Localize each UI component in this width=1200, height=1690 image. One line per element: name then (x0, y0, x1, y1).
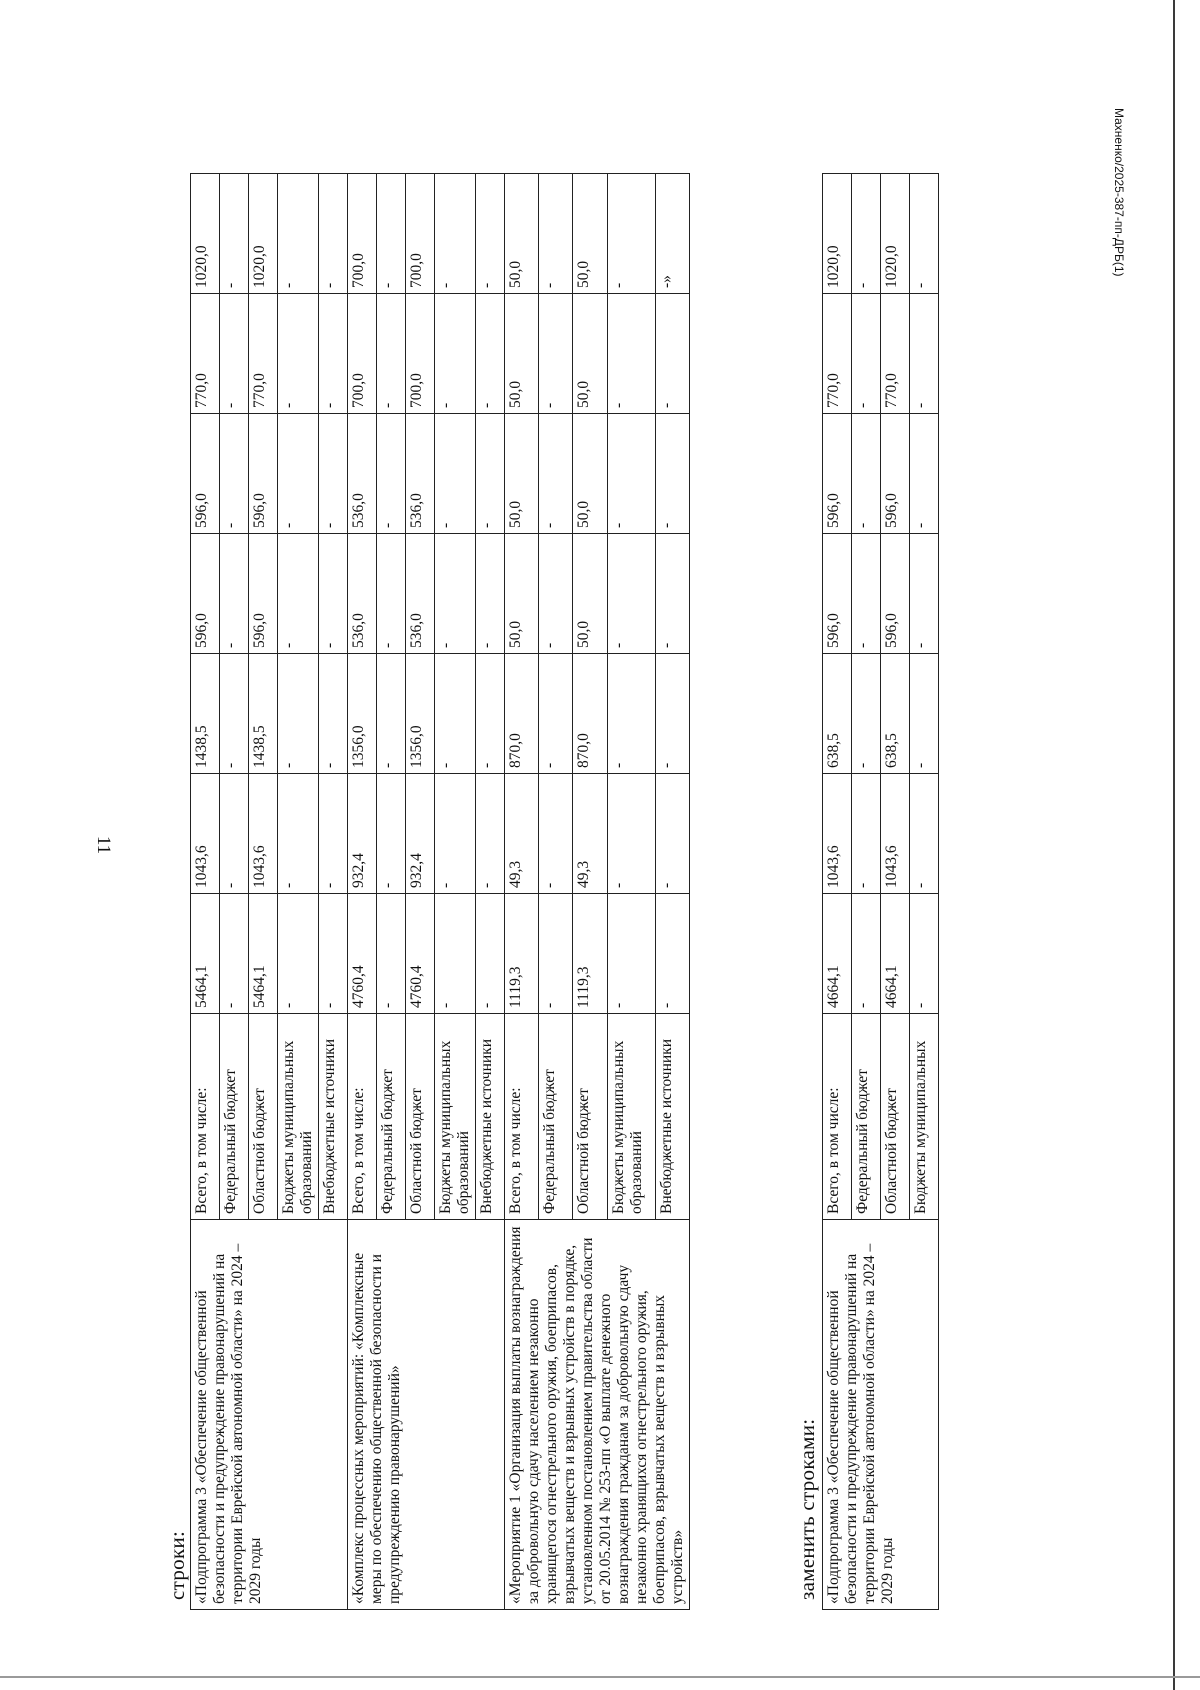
amount-cell: 50,0 (505, 174, 539, 294)
amount-cell: 638,5 (881, 654, 910, 774)
amount-cell: - (655, 294, 689, 414)
amount-cell: - (377, 654, 406, 774)
amount-cell: 4664,1 (823, 894, 852, 1014)
amount-cell: 1020,0 (191, 174, 220, 294)
amount-cell: - (278, 894, 319, 1014)
amount-cell: - (435, 414, 476, 534)
amount-cell: 49,3 (505, 774, 539, 894)
amount-cell: 1043,6 (249, 774, 278, 894)
page-number: 11 (93, 835, 115, 855)
amount-cell: - (319, 774, 348, 894)
amount-cell: - (655, 534, 689, 654)
amount-cell: 536,0 (348, 414, 377, 534)
amount-cell: 50,0 (573, 534, 607, 654)
funding-source-cell: Всего, в том числе: (348, 1014, 377, 1220)
amount-cell: - (220, 654, 249, 774)
amount-cell: 1119,3 (573, 894, 607, 1014)
amount-cell: - (607, 294, 655, 414)
amount-cell: 4760,4 (348, 894, 377, 1014)
amount-cell: - (655, 894, 689, 1014)
funding-source-cell: Федеральный бюджет (852, 1014, 881, 1220)
funding-source-cell: Областной бюджет (249, 1014, 278, 1220)
amount-cell: - (539, 774, 573, 894)
program-name-cell: «Подпрограмма 3 «Обеспечение общественной безопасности и предупреждение правонарушений на территории Еврейской автономной области» на 2024 – 2029 годы (823, 1220, 939, 1610)
amount-cell: 596,0 (191, 534, 220, 654)
amount-cell: - (220, 774, 249, 894)
heading-replace-with: заменить строками: (795, 1418, 819, 1600)
funding-source-cell: Бюджеты муниципальных образований (278, 1014, 319, 1220)
amount-cell: 1020,0 (823, 174, 852, 294)
amount-cell: 1438,5 (249, 654, 278, 774)
amount-cell: - (319, 894, 348, 1014)
amount-cell: 50,0 (573, 174, 607, 294)
amount-cell: 1043,6 (881, 774, 910, 894)
table-row (823, 174, 852, 1610)
amount-cell: - (910, 654, 939, 774)
amount-cell: 870,0 (505, 654, 539, 774)
amount-cell: 700,0 (348, 174, 377, 294)
funding-source-cell: Федеральный бюджет (377, 1014, 406, 1220)
funding-source-cell: Внебюджетные источники (319, 1014, 348, 1220)
funding-source-cell: Федеральный бюджет (220, 1014, 249, 1220)
amount-cell: - (435, 894, 476, 1014)
amount-cell: 1438,5 (191, 654, 220, 774)
amount-cell: - (910, 534, 939, 654)
amount-cell: - (476, 654, 505, 774)
amount-cell: - (852, 654, 881, 774)
amount-cell: 1119,3 (505, 894, 539, 1014)
amount-cell: - (476, 894, 505, 1014)
amount-cell: - (220, 894, 249, 1014)
amount-cell: - (435, 534, 476, 654)
amount-cell: - (607, 534, 655, 654)
document-reference: Махненко/2025-387-пп-ДРБ(1) (1112, 108, 1126, 277)
amount-cell: - (852, 414, 881, 534)
amount-cell: - (852, 894, 881, 1014)
table-row (505, 174, 539, 1610)
amount-cell: - (220, 294, 249, 414)
amount-cell: - (435, 174, 476, 294)
amount-cell: - (319, 654, 348, 774)
rotated-content (0, 90, 929, 1690)
funding-source-cell: Областной бюджет (573, 1014, 607, 1220)
amount-cell: 50,0 (505, 294, 539, 414)
amount-cell: - (539, 294, 573, 414)
amount-cell: 50,0 (505, 534, 539, 654)
amount-cell: - (539, 894, 573, 1014)
amount-cell: - (539, 174, 573, 294)
amount-cell: - (655, 414, 689, 534)
amount-cell: - (539, 414, 573, 534)
amount-cell: - (435, 294, 476, 414)
amount-cell: - (435, 774, 476, 894)
amount-cell: - (655, 774, 689, 894)
amount-cell: 870,0 (573, 654, 607, 774)
amount-cell: 638,5 (823, 654, 852, 774)
funding-source-cell: Областной бюджет (406, 1014, 435, 1220)
amount-cell: 4664,1 (881, 894, 910, 1014)
budget-table-replacement (822, 173, 939, 1610)
amount-cell: 596,0 (823, 414, 852, 534)
amount-cell: - (607, 174, 655, 294)
amount-cell: 50,0 (573, 294, 607, 414)
amount-cell: - (220, 174, 249, 294)
table-row (191, 174, 220, 1610)
amount-cell: - (278, 774, 319, 894)
amount-cell: - (476, 294, 505, 414)
funding-source-cell: Федеральный бюджет (539, 1014, 573, 1220)
amount-cell: - (910, 414, 939, 534)
amount-cell: - (910, 174, 939, 294)
heading-replace-rows: строки: (165, 1530, 189, 1600)
funding-source-cell: Бюджеты муниципальных (910, 1014, 939, 1220)
amount-cell: 770,0 (823, 294, 852, 414)
amount-cell: 596,0 (881, 414, 910, 534)
amount-cell: - (319, 174, 348, 294)
funding-source-cell: Внебюджетные источники (476, 1014, 505, 1220)
amount-cell: 536,0 (348, 534, 377, 654)
amount-cell: 50,0 (573, 414, 607, 534)
amount-cell: 536,0 (406, 534, 435, 654)
amount-cell: 596,0 (823, 534, 852, 654)
amount-cell: - (476, 414, 505, 534)
amount-cell: - (607, 894, 655, 1014)
amount-cell: 5464,1 (191, 894, 220, 1014)
funding-source-cell: Бюджеты муниципальных образований (607, 1014, 655, 1220)
budget-table-original (190, 173, 690, 1610)
amount-cell: - (476, 534, 505, 654)
amount-cell: - (377, 534, 406, 654)
amount-cell: - (377, 894, 406, 1014)
amount-cell: - (377, 414, 406, 534)
amount-cell: - (607, 774, 655, 894)
amount-cell: - (910, 894, 939, 1014)
amount-cell: 1043,6 (191, 774, 220, 894)
amount-cell: - (852, 774, 881, 894)
funding-source-cell: Внебюджетные источники (655, 1014, 689, 1220)
amount-cell: - (910, 774, 939, 894)
funding-source-cell: Областной бюджет (881, 1014, 910, 1220)
amount-cell: 770,0 (881, 294, 910, 414)
amount-cell: - (319, 294, 348, 414)
amount-cell: 700,0 (406, 174, 435, 294)
funding-source-cell: Бюджеты муниципальных образований (435, 1014, 476, 1220)
amount-cell: - (852, 174, 881, 294)
page-edge-right (1173, 0, 1175, 1690)
amount-cell: 1356,0 (348, 654, 377, 774)
funding-source-cell: Всего, в том числе: (823, 1014, 852, 1220)
amount-cell: - (220, 414, 249, 534)
amount-cell: - (377, 294, 406, 414)
amount-cell: - (278, 654, 319, 774)
amount-cell: - (278, 414, 319, 534)
amount-cell: -» (655, 174, 689, 294)
program-name-cell: «Комплекс процессных мероприятий: «Комплексные меры по обеспечению общественной безопасности и предупреждению правонарушений» (348, 1220, 505, 1610)
amount-cell: - (319, 414, 348, 534)
amount-cell: 596,0 (881, 534, 910, 654)
table-row (348, 174, 377, 1610)
amount-cell: 932,4 (348, 774, 377, 894)
amount-cell: - (278, 294, 319, 414)
amount-cell: - (852, 294, 881, 414)
amount-cell: - (852, 534, 881, 654)
program-name-cell: «Мероприятие 1 «Организация выплаты вознаграждения за добровольную сдачу населением незаконно хранящегося огнестрельного оружия, боеприпасов, взрывчатых веществ и взрывных устройств в порядке, установленном постановлением правительства области от 20.05.2014 № 253-пп «О выплате денежного вознаграждения гражданам за добровольную сдачу незаконно хранящихся огнестрельного оружия, боеприпасов, взрывчатых веществ и взрывных устройств» (505, 1220, 690, 1610)
amount-cell: - (278, 534, 319, 654)
amount-cell: 932,4 (406, 774, 435, 894)
amount-cell: 770,0 (191, 294, 220, 414)
amount-cell: 1043,6 (823, 774, 852, 894)
amount-cell: 700,0 (348, 294, 377, 414)
amount-cell: 1020,0 (249, 174, 278, 294)
amount-cell: 596,0 (249, 534, 278, 654)
amount-cell: 770,0 (249, 294, 278, 414)
funding-source-cell: Всего, в том числе: (505, 1014, 539, 1220)
amount-cell: - (435, 654, 476, 774)
amount-cell: 49,3 (573, 774, 607, 894)
amount-cell: - (476, 174, 505, 294)
amount-cell: 536,0 (406, 414, 435, 534)
amount-cell: - (319, 534, 348, 654)
amount-cell: - (377, 174, 406, 294)
amount-cell: 1020,0 (881, 174, 910, 294)
funding-source-cell: Всего, в том числе: (191, 1014, 220, 1220)
amount-cell: 700,0 (406, 294, 435, 414)
amount-cell: - (539, 534, 573, 654)
amount-cell: 4760,4 (406, 894, 435, 1014)
amount-cell: - (655, 654, 689, 774)
amount-cell: - (607, 414, 655, 534)
amount-cell: - (607, 654, 655, 774)
amount-cell: - (278, 174, 319, 294)
amount-cell: - (220, 534, 249, 654)
amount-cell: - (539, 654, 573, 774)
amount-cell: 1356,0 (406, 654, 435, 774)
amount-cell: - (476, 774, 505, 894)
amount-cell: - (377, 774, 406, 894)
amount-cell: 596,0 (191, 414, 220, 534)
amount-cell: 50,0 (505, 414, 539, 534)
amount-cell: - (910, 294, 939, 414)
amount-cell: 5464,1 (249, 894, 278, 1014)
amount-cell: 596,0 (249, 414, 278, 534)
program-name-cell: «Подпрограмма 3 «Обеспечение общественной безопасности и предупреждение правонарушений на территории Еврейской автономной области» на 2024 – 2029 годы (191, 1220, 348, 1610)
